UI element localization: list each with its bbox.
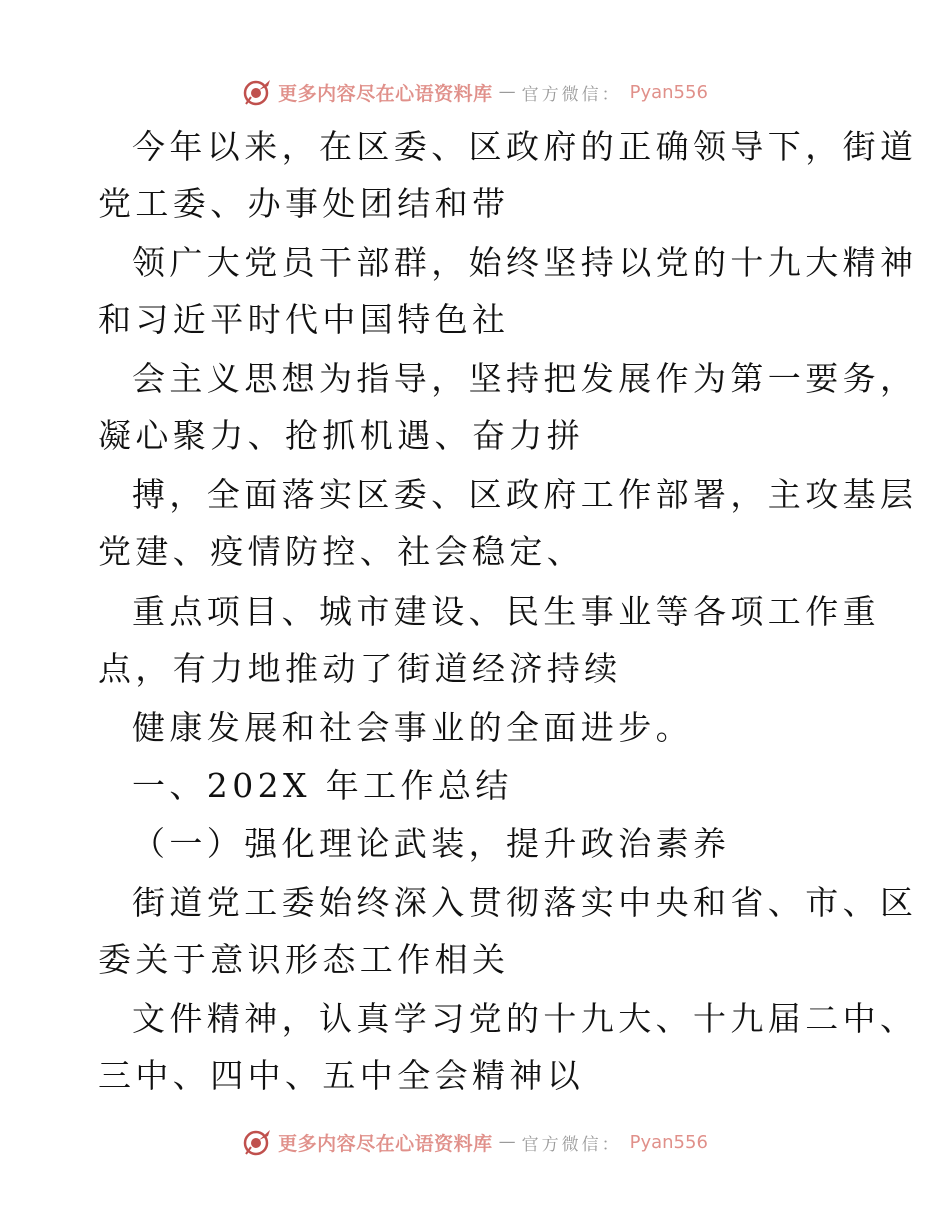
watermark-wechat-id: Pyan556 [629,81,708,103]
quill-seal-icon [242,77,272,107]
quill-seal-icon [242,1127,272,1157]
body-line: 委关于意识形态工作相关 [98,940,510,979]
watermark-site-text: 更多内容尽在心语资料库 [278,1132,493,1155]
watermark-dash: — [498,1132,516,1152]
watermark-group [242,1127,708,1157]
watermark-wechat-label: 官方微信： [521,84,622,105]
body-line: 点，有力地推动了街道经济持续 [98,649,622,688]
section-heading: 一、202X 年工作总结 [132,766,513,805]
body-line: 搏，全面落实区委、区政府工作部署，主攻基层 [132,475,918,514]
body-line: 党建、疫情防控、社会稳定、 [98,532,585,571]
body-line: 文件精神，认真学习党的十九大、十九届二中、 [132,999,918,1038]
body-line: 党工委、办事处团结和带 [98,184,510,223]
watermark-site-text: 更多内容尽在心语资料库 [278,82,493,105]
watermark-dash: — [498,82,516,102]
body-line: 会主义思想为指导，坚持把发展作为第一要务， [132,359,918,398]
body-line: 重点项目、城市建设、民生事业等各项工作重 [132,592,880,631]
body-line: 街道党工委始终深入贯彻落实中央和省、市、区 [132,883,918,922]
header-watermark [0,72,950,112]
watermark-wechat-label: 官方微信： [521,1134,622,1155]
footer-watermark [0,1122,950,1162]
watermark-group [242,77,708,107]
body-line: 健康发展和社会事业的全面进步。 [132,708,693,747]
body-line: 今年以来，在区委、区政府的正确领导下，街道 [132,127,918,166]
subsection-heading: （一）强化理论武装，提升政治素养 [132,824,731,863]
body-line: 领广大党员干部群，始终坚持以党的十九大精神 [132,243,918,282]
body-line: 凝心聚力、抢抓机遇、奋力拼 [98,416,585,455]
body-line: 三中、四中、五中全会精神以 [98,1056,585,1095]
body-line: 和习近平时代中国特色社 [98,300,510,339]
watermark-wechat-id: Pyan556 [629,1131,708,1153]
